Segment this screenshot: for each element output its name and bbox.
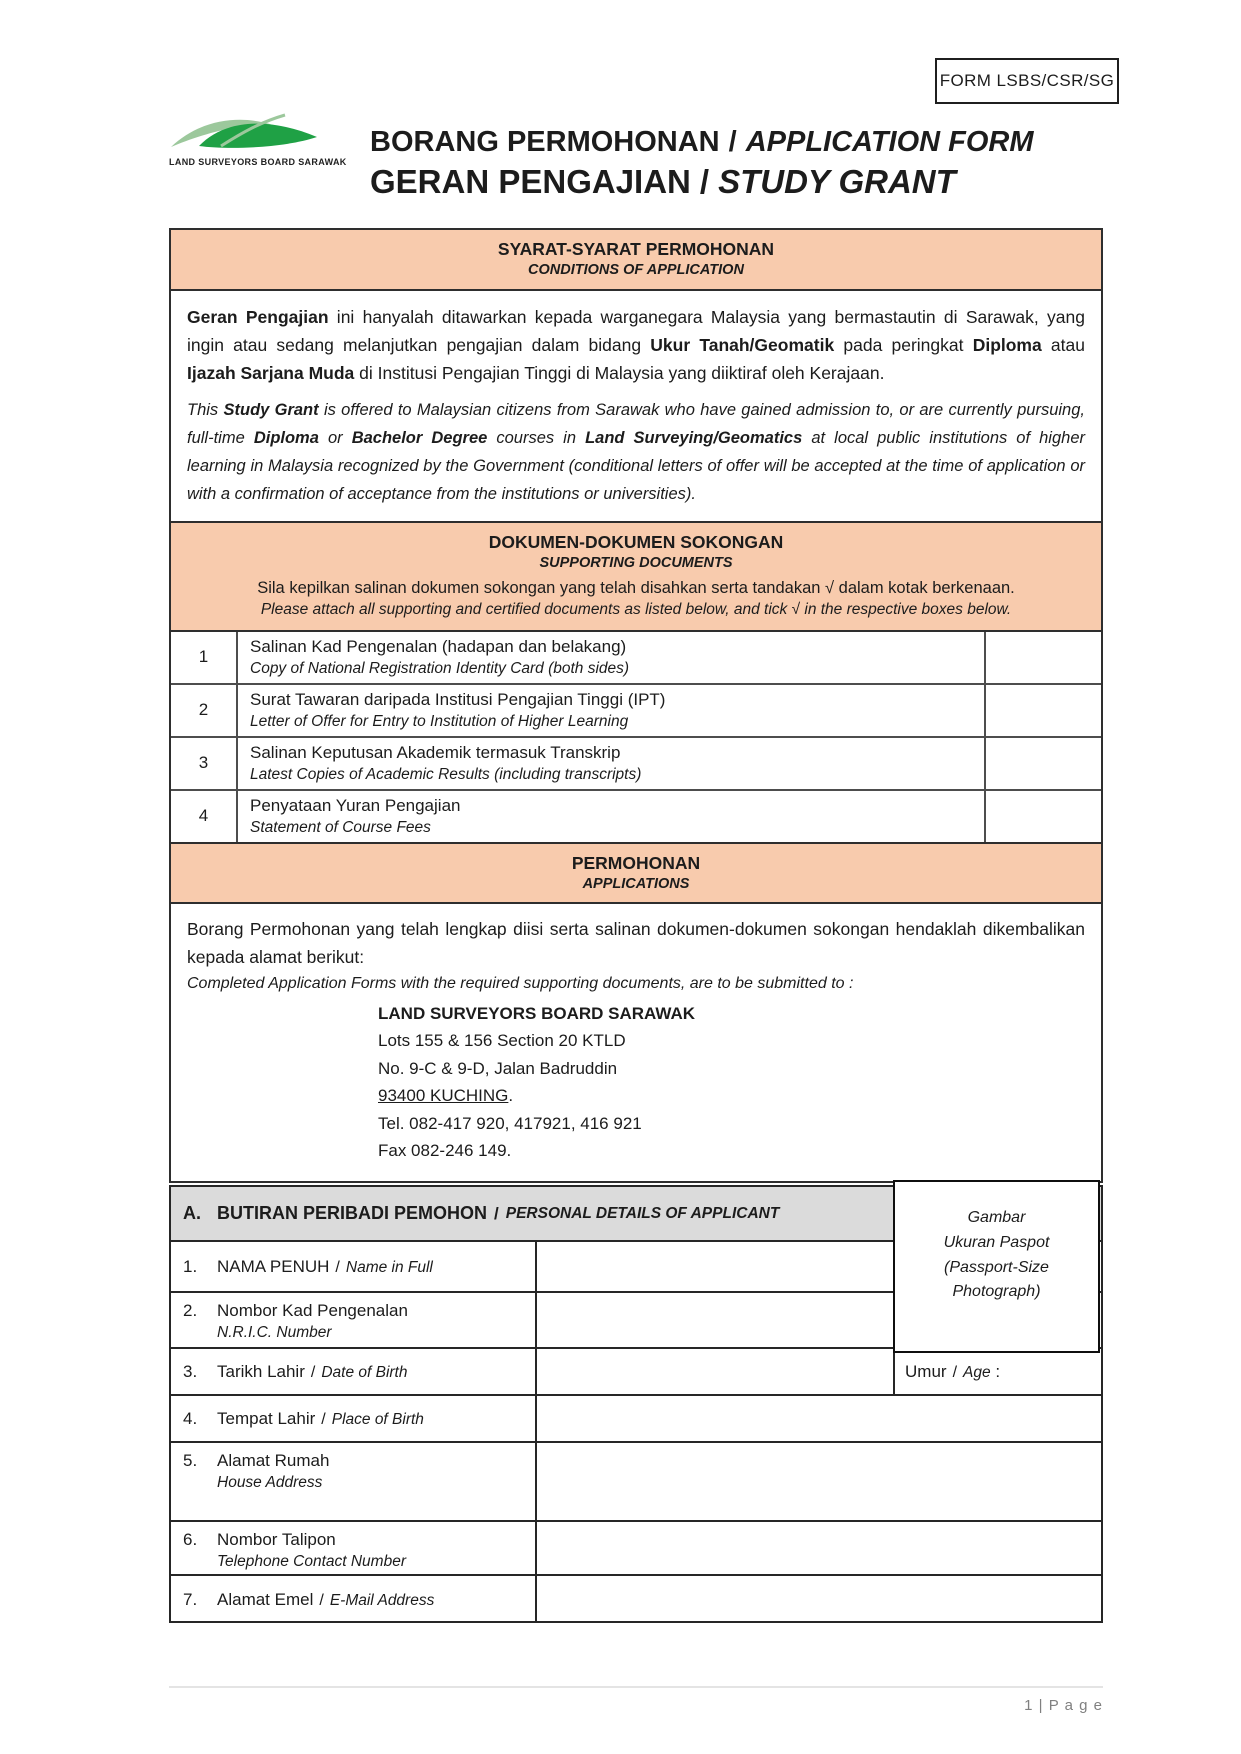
- doc-item-3-check-cell[interactable]: [986, 738, 1101, 789]
- documents-heading-malay: DOKUMEN-DOKUMEN SOKONGAN: [488, 531, 784, 552]
- doc-item-3-number: 3: [171, 738, 238, 789]
- full-name-label: 1. NAMA PENUH / Name in Full: [183, 1256, 433, 1276]
- applications-heading-english: APPLICATIONS: [582, 875, 690, 892]
- doc-item-3-desc: [238, 738, 986, 789]
- page-number: 1 | P a g e: [1024, 1697, 1103, 1714]
- section-a-label: A.: [183, 1203, 201, 1223]
- doc-item-4-check-cell[interactable]: [986, 791, 1101, 842]
- applications-section-header: [171, 844, 1101, 905]
- conditions-heading-english: CONDITIONS OF APPLICATION: [528, 261, 744, 278]
- doc-item-4-row: [171, 791, 1101, 844]
- doc-item-1-number: 1: [171, 632, 238, 683]
- place-of-birth-input-cell[interactable]: [535, 1396, 1101, 1441]
- age-input-cell[interactable]: [893, 1349, 1101, 1394]
- doc-item-4-number: 4: [171, 791, 238, 842]
- doc-item-3-english: Latest Copies of Academic Results (including transcripts): [250, 765, 642, 783]
- photo-box-line4: Photograph): [952, 1283, 1041, 1301]
- date-of-birth-input-cell[interactable]: [535, 1349, 893, 1394]
- house-address-label: 5. Alamat Rumah House Address: [183, 1451, 330, 1491]
- documents-note-malay: Sila kepilkan salinan dokumen sokongan yang telah disahkan serta tandakan √ dalam kotak berkenaan.: [257, 579, 1015, 598]
- page-footer: [169, 1686, 1103, 1714]
- doc-item-2-desc: [238, 685, 986, 736]
- address-fax: Fax 082-246 149.: [378, 1141, 512, 1161]
- form-title-line1: BORANG PERMOHONAN / APPLICATION FORM: [370, 126, 1034, 158]
- title-line2-english: STUDY GRANT: [718, 163, 956, 200]
- doc-item-2-check-cell[interactable]: [986, 685, 1101, 736]
- house-address-input-cell[interactable]: [535, 1443, 1101, 1520]
- conditions-paragraph-english: This Study Grant is offered to Malaysian citizens from Sarawak who have gained admission to, or are currently pursuing, full-time Diploma or Bachelor Degree courses in Land Surveying/Geomatics at local public institutions of higher learning in Malaysia recognized by the Government (conditional letters of offer will be accepted at the time of application or with a confirmation of acceptance from the institutions or universities).: [187, 400, 1085, 503]
- applications-text-english: Completed Application Forms with the required supporting documents, are to be submitted to :: [187, 974, 854, 992]
- conditions-body: [171, 291, 1101, 523]
- submission-address-block: [378, 1000, 1085, 1165]
- title-line1-malay: BORANG PERMOHONAN: [370, 126, 720, 158]
- photo-box-line3: (Passport-Size: [944, 1258, 1049, 1276]
- section-a-heading-malay: BUTIRAN PERIBADI PEMOHON: [217, 1203, 488, 1223]
- doc-item-1-row: [171, 632, 1101, 685]
- form-code-box: [935, 58, 1119, 104]
- telephone-input-cell[interactable]: [535, 1522, 1101, 1577]
- photo-box-line1: Gambar: [967, 1209, 1026, 1226]
- email-input-cell[interactable]: [535, 1576, 1101, 1623]
- row-house-address: [171, 1441, 1101, 1520]
- age-label: Umur / Age :: [905, 1361, 1001, 1381]
- address-line1: Lots 155 & 156 Section 20 KTLD: [378, 1031, 626, 1051]
- doc-item-1-desc: [238, 632, 986, 683]
- doc-item-3-row: [171, 738, 1101, 791]
- section-a-heading-english: PERSONAL DETAILS OF APPLICANT: [505, 1204, 780, 1222]
- row-date-of-birth: [171, 1347, 1101, 1394]
- doc-item-1-malay: Salinan Kad Pengenalan (hadapan dan belakang): [250, 636, 627, 656]
- row-place-of-birth: [171, 1394, 1101, 1441]
- doc-item-2-number: 2: [171, 685, 238, 736]
- section-a-header: A. BUTIRAN PERIBADI PEMOHON / PERSONAL DETAILS OF APPLICANT: [171, 1187, 1101, 1240]
- doc-item-1-english: Copy of National Registration Identity Card (both sides): [250, 659, 630, 677]
- doc-item-4-malay: Penyataan Yuran Pengajian: [250, 795, 461, 815]
- conditions-paragraph-malay: Geran Pengajian ini hanyalah ditawarkan kepada warganegara Malaysia yang bermastautin di Sarawak, yang ingin atau sedang melanjutkan pengajian dalam bidang Ukur Tanah/Geomatik pada peringkat Diploma atau Ijazah Sarjana Muda di Institusi Pengajian Tinggi di Malaysia yang diiktiraf oleh Kerajaan.: [187, 306, 1086, 383]
- logo-caption: LAND SURVEYORS BOARD SARAWAK: [169, 157, 347, 167]
- org-logo: [169, 110, 347, 167]
- row-telephone: [171, 1520, 1101, 1574]
- address-telephone: Tel. 082-417 920, 417921, 416 921: [378, 1113, 642, 1133]
- doc-item-2-row: [171, 685, 1101, 738]
- form-code-text: FORM LSBS/CSR/SG: [939, 71, 1115, 90]
- date-of-birth-label: 3. Tarikh Lahir / Date of Birth: [183, 1361, 408, 1381]
- documents-section-header: [171, 523, 1101, 632]
- photo-box-line2: Ukuran Paspot: [943, 1233, 1050, 1251]
- doc-item-4-desc: [238, 791, 986, 842]
- row-email: [171, 1574, 1101, 1623]
- email-label: 7. Alamat Emel / E-Mail Address: [183, 1589, 435, 1609]
- address-city-line: 93400 KUCHING.: [378, 1086, 514, 1106]
- telephone-label: 6. Nombor Talipon Telephone Contact Number: [183, 1530, 406, 1570]
- doc-item-1-check-cell[interactable]: [986, 632, 1101, 683]
- applications-text-malay: Borang Permohonan yang telah lengkap diisi serta salinan dokumen-dokumen sokongan hendaklah dikembalikan kepada alamat berikut:: [187, 919, 1085, 967]
- form-title: [370, 126, 1034, 201]
- address-line2: No. 9-C & 9-D, Jalan Badruddin: [378, 1058, 618, 1078]
- conditions-section-header: [171, 230, 1101, 291]
- doc-item-3-malay: Salinan Keputusan Akademik termasuk Transkrip: [250, 742, 621, 762]
- place-of-birth-label: 4. Tempat Lahir / Place of Birth: [183, 1408, 424, 1428]
- address-org-name: LAND SURVEYORS BOARD SARAWAK: [378, 1003, 696, 1023]
- land-surveyors-board-logo-icon: [169, 110, 339, 156]
- doc-item-2-english: Letter of Offer for Entry to Institution of Higher Learning: [250, 712, 629, 730]
- conditions-heading-malay: SYARAT-SYARAT PERMOHONAN: [497, 239, 775, 259]
- applications-body: [171, 904, 1101, 1180]
- documents-note-english: Please attach all supporting and certified documents as listed below, and tick √ in the respective boxes below.: [260, 600, 1012, 618]
- main-info-table: [169, 228, 1103, 1183]
- nric-label: 2. Nombor Kad Pengenalan N.R.I.C. Number: [183, 1301, 408, 1341]
- form-title-line2: GERAN PENGAJIAN / STUDY GRANT: [370, 163, 956, 200]
- applications-heading-malay: PERMOHONAN: [571, 852, 701, 873]
- title-line1-english: APPLICATION FORM: [745, 126, 1034, 158]
- doc-item-2-malay: Surat Tawaran daripada Institusi Pengajian Tinggi (IPT): [250, 689, 666, 709]
- passport-photo-box[interactable]: [893, 1180, 1100, 1353]
- documents-heading-english: SUPPORTING DOCUMENTS: [539, 554, 733, 571]
- title-line2-malay: GERAN PENGAJIAN: [370, 163, 691, 200]
- section-a-personal-details: [169, 1185, 1103, 1623]
- doc-item-4-english: Statement of Course Fees: [250, 818, 431, 836]
